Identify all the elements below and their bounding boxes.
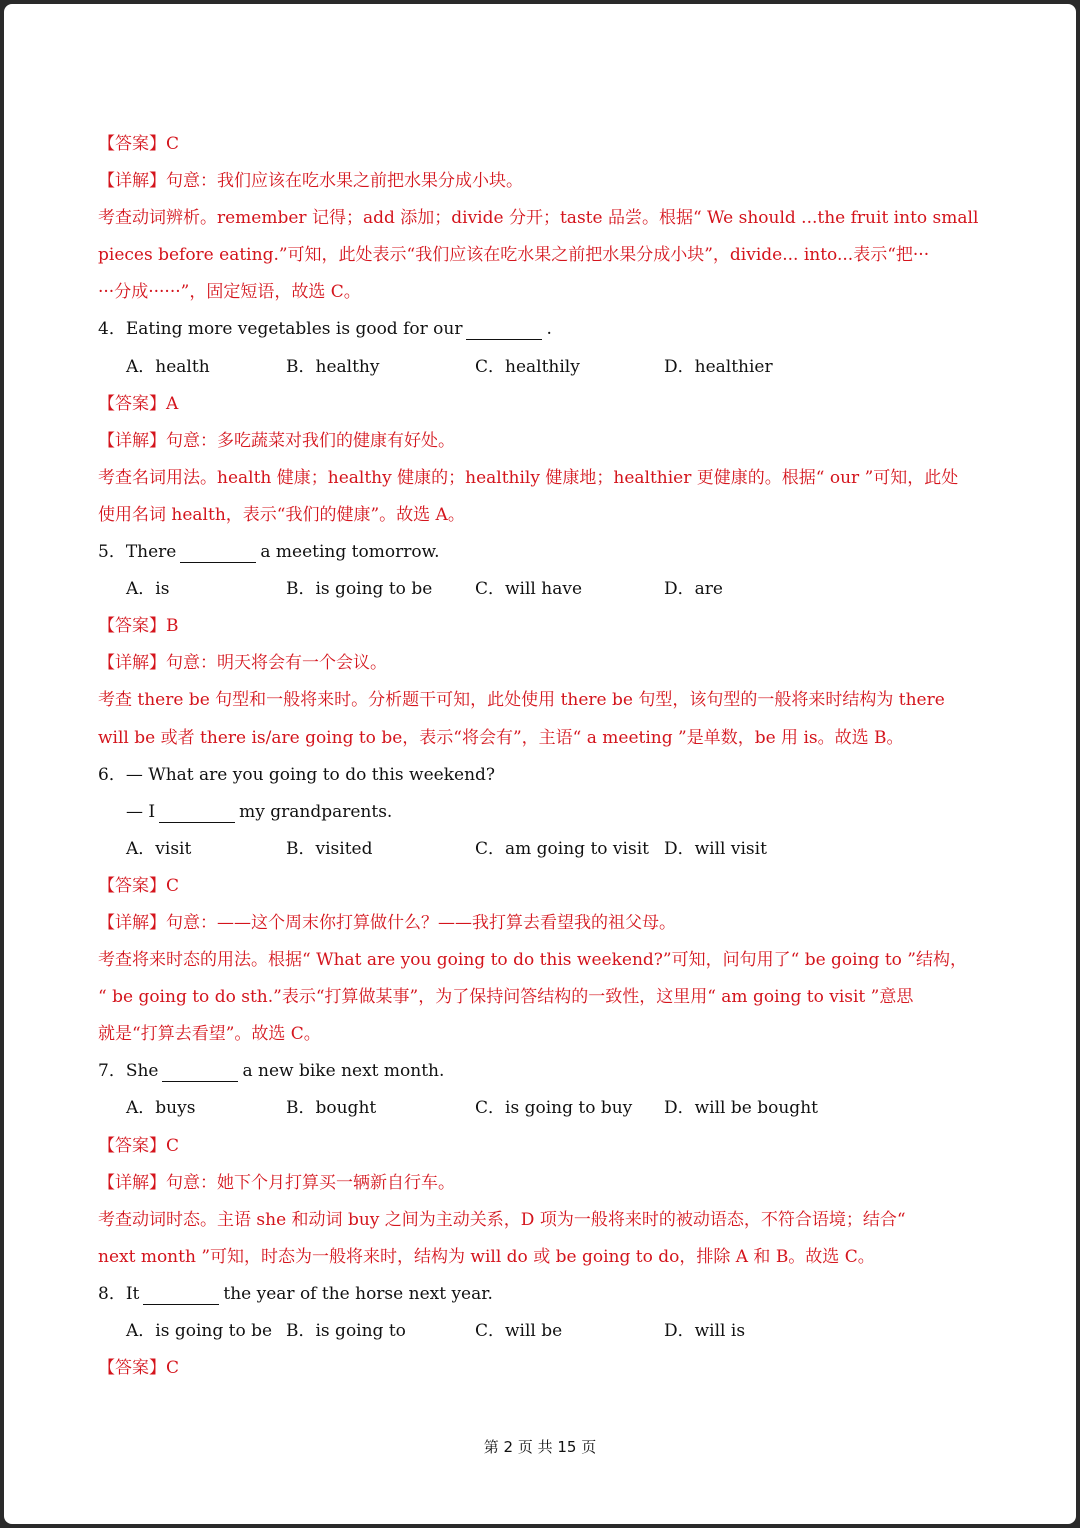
q4-answer: 【答案】A <box>98 393 179 414</box>
q7-answer: 【答案】C <box>98 1135 180 1156</box>
q6-analysis-2: “ be going to do sth.”表示“打算做某事”，为了保持问答结构的一致性，这里用“ am going to visit ”意思 <box>98 987 914 1008</box>
q6-options <box>98 831 998 868</box>
q6-stem-2-end: my grandparents. <box>239 801 393 822</box>
q3-analysis-1: 考查动词辨析。remember 记得；add 添加；divide 分开；taste 品尝。根据“ We should ...the fruit into small <box>98 208 979 229</box>
q5-answer: 【答案】B <box>98 616 179 637</box>
q4-option-b: B．healthy <box>286 356 380 377</box>
q5-stem-text: 5．There <box>98 542 177 563</box>
q7-stem <box>98 1053 998 1090</box>
q6-analysis-3: 就是“打算去看望”。故选 C。 <box>98 1024 321 1045</box>
q7-options <box>98 1090 998 1127</box>
q7-option-c: C．is going to buy <box>475 1098 633 1119</box>
q8-stem-text: 8．It <box>98 1283 140 1304</box>
q5-analysis-1: 考查 there be 句型和一般将来时。分析题干可知，此处使用 there be 句型，该句型的一般将来时结构为 there <box>98 690 945 711</box>
q3-answer: 【答案】C <box>98 134 180 154</box>
q7-explain: 【详解】句意：她下个月打算买一辆新自行车。 <box>98 1172 455 1193</box>
q3-explain: 【详解】句意：我们应该在吃水果之前把水果分成小块。 <box>98 171 523 192</box>
q5-stem-end: a meeting tomorrow. <box>260 542 440 563</box>
q6-blank <box>159 802 235 823</box>
q8-answer: 【答案】C <box>98 1358 180 1379</box>
q8-stem <box>98 1276 998 1313</box>
q7-stem-end: a new bike next month. <box>242 1061 445 1082</box>
q4-stem-text: 4．Eating more vegetables is good for our <box>98 319 463 340</box>
q6-analysis-1: 考查将来时态的用法。根据“ What are you going to do this weekend?”可知，问句用了“ be going to ”结构， <box>98 950 967 971</box>
q6-stem-2-text: — I <box>126 801 156 822</box>
q4-stem <box>98 311 998 348</box>
page-number: 第 2 页 共 15 页 <box>483 1438 597 1456</box>
q6-stem-2 <box>98 794 998 831</box>
q6-stem-1: 6．— What are you going to do this weekend? <box>98 764 496 785</box>
q8-option-c: C．will be <box>475 1321 563 1341</box>
page-content <box>98 126 998 1387</box>
q4-explain: 【详解】句意：多吃蔬菜对我们的健康有好处。 <box>98 430 455 451</box>
q5-analysis-2: will be 或者 there is/are going to be，表示“将会有”，主语“ a meeting ”是单数，be 用 is。故选 B。 <box>98 727 904 748</box>
q5-option-b: B．is going to be <box>286 579 433 600</box>
q4-option-a: A．health <box>126 356 210 377</box>
q6-option-d: D．will visit <box>664 838 767 859</box>
q7-analysis-1: 考查动词时态。主语 she 和动词 buy 之间为主动关系，D 项为一般将来时的被动语态，不符合语境；结合“ <box>98 1209 906 1230</box>
q7-blank <box>162 1061 238 1082</box>
q5-option-c: C．will have <box>475 579 583 600</box>
q6-option-c: C．am going to visit <box>475 838 649 859</box>
q4-analysis-1: 考查名词用法。health 健康；healthy 健康的；healthily 健康地；healthier 更健康的。根据“ our ”可知，此处 <box>98 467 959 488</box>
q3-analysis-3: ···分成······”，固定短语，故选 C。 <box>98 282 361 303</box>
q4-blank <box>466 319 542 340</box>
q8-options <box>98 1313 998 1350</box>
q8-option-d: D．will is <box>664 1321 746 1341</box>
q4-options <box>98 349 998 386</box>
q4-stem-end: . <box>546 319 552 340</box>
q7-option-d: D．will be bought <box>664 1098 818 1119</box>
q7-stem-text: 7．She <box>98 1061 159 1082</box>
q8-option-b: B．is going to <box>286 1321 406 1341</box>
q5-blank <box>180 542 256 563</box>
q8-blank <box>143 1284 219 1305</box>
q5-option-d: D．are <box>664 579 723 600</box>
q8-stem-end: the year of the horse next year. <box>223 1283 493 1304</box>
q7-option-a: A．buys <box>126 1098 196 1119</box>
document-page <box>4 4 1076 1524</box>
q5-explain: 【详解】句意：明天将会有一个会议。 <box>98 653 387 674</box>
q6-answer: 【答案】C <box>98 875 180 896</box>
q4-option-d: D．healthier <box>664 356 773 377</box>
q8-option-a: A．is going to be <box>126 1321 273 1341</box>
q5-option-a: A．is <box>126 579 170 600</box>
q6-option-b: B．visited <box>286 838 373 859</box>
q7-analysis-2: next month ”可知，时态为一般将来时，结构为 will do 或 be going to do，排除 A 和 B。故选 C。 <box>98 1246 875 1267</box>
q6-option-a: A．visit <box>126 838 192 859</box>
q7-option-b: B．bought <box>286 1098 377 1119</box>
q4-analysis-2: 使用名词 health，表示“我们的健康”。故选 A。 <box>98 504 465 525</box>
q4-option-c: C．healthily <box>475 356 580 377</box>
q6-explain: 【详解】句意：——这个周末你打算做什么？——我打算去看望我的祖父母。 <box>98 912 676 933</box>
q5-options <box>98 571 998 608</box>
q3-analysis-2: pieces before eating.”可知，此处表示“我们应该在吃水果之前把水果分成小块”，divide... into...表示“把··· <box>98 245 930 266</box>
q5-stem <box>98 534 998 571</box>
